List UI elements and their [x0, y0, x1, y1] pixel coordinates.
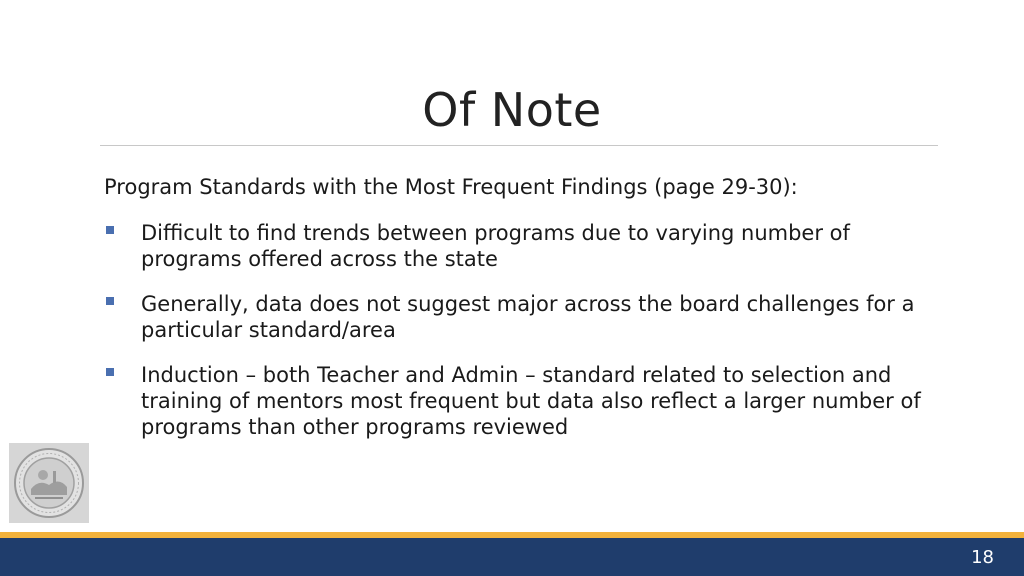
bullet-item: [104, 362, 944, 440]
state-seal-icon: [9, 443, 89, 523]
seal-graphic: [9, 443, 89, 523]
intro-text: Program Standards with the Most Frequent Findings (page 29-30):: [104, 175, 798, 199]
bullet-item: [104, 220, 944, 272]
square-bullet-icon: [106, 297, 114, 305]
slide-title: Of Note: [422, 83, 602, 137]
square-bullet-icon: [106, 226, 114, 234]
square-bullet-icon: [106, 368, 114, 376]
bullet-text: Generally, data does not suggest major across the board challenges for a particular standard/area: [141, 292, 915, 342]
footer-bar: [0, 538, 1024, 576]
bullet-list: [104, 220, 944, 459]
page-number: 18: [971, 547, 994, 568]
bullet-text: Difficult to find trends between programs due to varying number of programs offered across the state: [141, 221, 850, 271]
bullet-item: [104, 291, 944, 343]
title-divider: [100, 145, 938, 146]
bullet-text: Induction – both Teacher and Admin – standard related to selection and training of mentors most frequent but data also reflect a larger number of programs than other programs reviewed: [141, 363, 921, 439]
